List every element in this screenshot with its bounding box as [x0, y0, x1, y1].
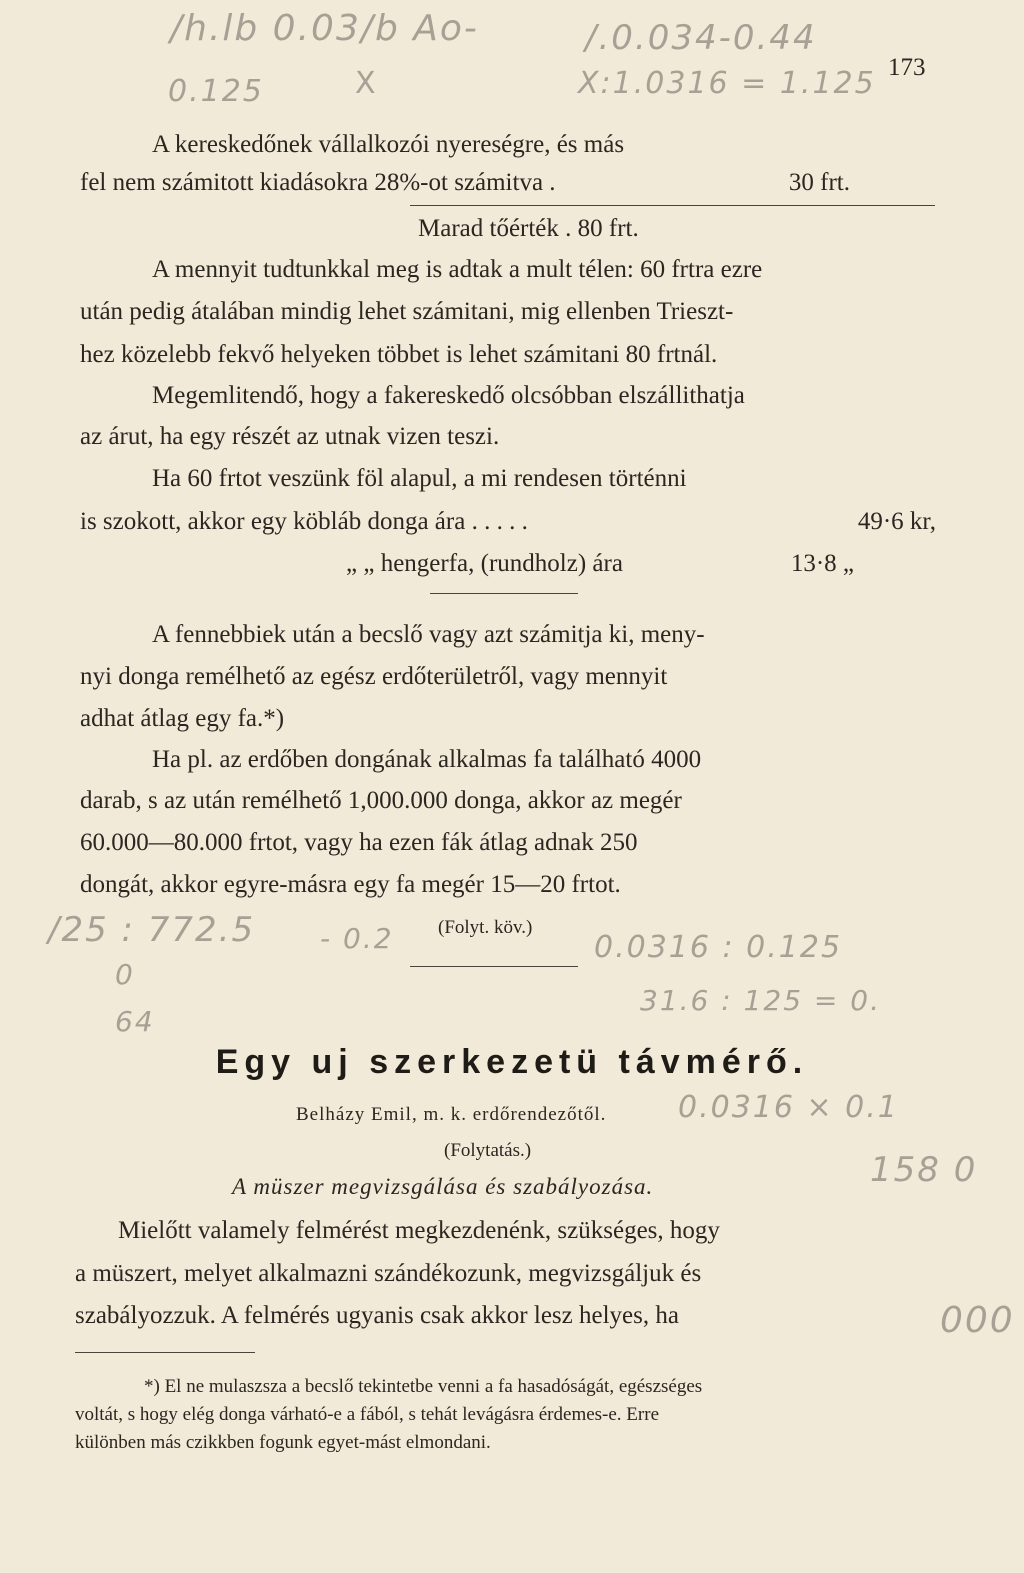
pencil-note-right-margin-2: 000 — [940, 1300, 1015, 1341]
separator-rule — [410, 966, 578, 967]
pencil-note-lower-left-2: 64 — [115, 1005, 155, 1038]
footnote-line: voltát, s hogy elég donga várható-e a fából, s tehát levágásra érdemes-e. Erre — [75, 1404, 659, 1425]
continued-note: (Folyt. köv.) — [438, 917, 533, 938]
pencil-note-top-mid: /.0.034-0.44 — [585, 18, 817, 58]
pencil-note-under-right: X:1.0316 = 1.125 — [578, 66, 876, 101]
section-subtitle: A müszer megvizsgálása és szabályozása. — [232, 1174, 654, 1199]
pencil-note-under-x: X — [355, 66, 378, 101]
text-line — [346, 549, 854, 579]
pencil-note-lower-left: 0 — [115, 958, 135, 991]
sum-rule — [410, 205, 935, 206]
footnote-rule — [75, 1352, 255, 1353]
pencil-note-right-fraction: 0.0316 × 0.1 — [678, 1090, 899, 1125]
text-line: Ha 60 frtot veszünk föl alapul, a mi rendesen történni — [152, 465, 687, 492]
text-line: dongát, akkor egyre-másra egy fa megér 15—20 frtot. — [80, 871, 621, 898]
text-line: A fennebbiek után a becslő vagy azt számitja ki, meny- — [152, 621, 705, 648]
text-line: Ha pl. az erdőben dongának alkalmas fa található 4000 — [152, 746, 702, 773]
text-line: az árut, ha egy részét az utnak vizen teszi. — [80, 423, 500, 450]
text-line: adhat átlag egy fa.*) — [80, 705, 285, 732]
footnote-line: *) El ne mulaszsza a becslő tekintetbe venni a fa hasadóságát, egészséges — [144, 1376, 703, 1397]
text-line — [80, 168, 850, 198]
article-title: Egy uj szerkezetü távmérő. — [215, 1043, 809, 1081]
text-fragment: 30 frt. — [788, 169, 850, 196]
pencil-note-mid-right-2: 31.6 : 125 = 0. — [640, 984, 881, 1017]
pencil-note-mid-right: 0.0316 : 0.125 — [594, 930, 843, 965]
text-line: után pedig átalában mindig lehet számitani, mig ellenben Trieszt- — [80, 298, 734, 325]
text-fragment: „ „ hengerfa, (rundholz) ára — [346, 550, 623, 577]
article-status: (Folytatás.) — [444, 1140, 532, 1161]
pencil-note-top-left: /h.lb 0.03/b Ao- — [170, 8, 479, 49]
text-fragment: 49·6 kr, — [857, 508, 936, 535]
text-fragment: 13·8 „ — [790, 550, 854, 577]
page-number: 173 — [888, 54, 926, 81]
text-line: hez közelebb fekvő helyeken többet is lehet számitani 80 frtnál. — [80, 341, 718, 368]
text-line: Megemlitendő, hogy a fakereskedő olcsóbban elszállithatja — [152, 382, 745, 409]
text-line: Marad tőérték . 80 frt. — [418, 215, 639, 242]
pencil-note-mid-mid: - 0.2 — [320, 922, 394, 955]
text-line: A kereskedőnek vállalkozói nyereségre, és más — [152, 131, 625, 158]
text-line: nyi donga remélhető az egész erdőterületről, vagy mennyit — [80, 663, 668, 690]
text-line: szabályozzuk. A felmérés ugyanis csak akkor lesz helyes, ha — [75, 1302, 679, 1329]
separator-rule — [430, 593, 578, 594]
text-fragment: fel nem számitott kiadásokra 28%-ot számitva . — [80, 169, 556, 196]
footnote-line: különben más czikkben fogunk egyet-mást elmondani. — [75, 1432, 491, 1453]
text-line: darab, s az után remélhető 1,000.000 donga, akkor az megér — [80, 787, 682, 814]
text-fragment: is szokott, akkor egy köbláb donga ára . . . . . — [80, 508, 528, 535]
text-line — [80, 507, 936, 537]
text-line: Mielőtt valamely felmérést megkezdenénk, szükséges, hogy — [118, 1217, 720, 1244]
pencil-note-mid-left: /25 : 772.5 — [48, 910, 256, 950]
text-line: A mennyit tudtunkkal meg is adtak a mult télen: 60 frtra ezre — [152, 256, 763, 283]
text-line: a müszert, melyet alkalmazni szándékozunk, megvizsgáljuk és — [75, 1260, 702, 1287]
text-line: 60.000—80.000 frtot, vagy ha ezen fák átlag adnak 250 — [80, 829, 638, 856]
article-author: Belházy Emil, m. k. erdőrendezőtől. — [296, 1104, 607, 1125]
pencil-note-under-left: 0.125 — [168, 74, 264, 109]
pencil-note-right-margin: 158 0 — [870, 1150, 978, 1190]
